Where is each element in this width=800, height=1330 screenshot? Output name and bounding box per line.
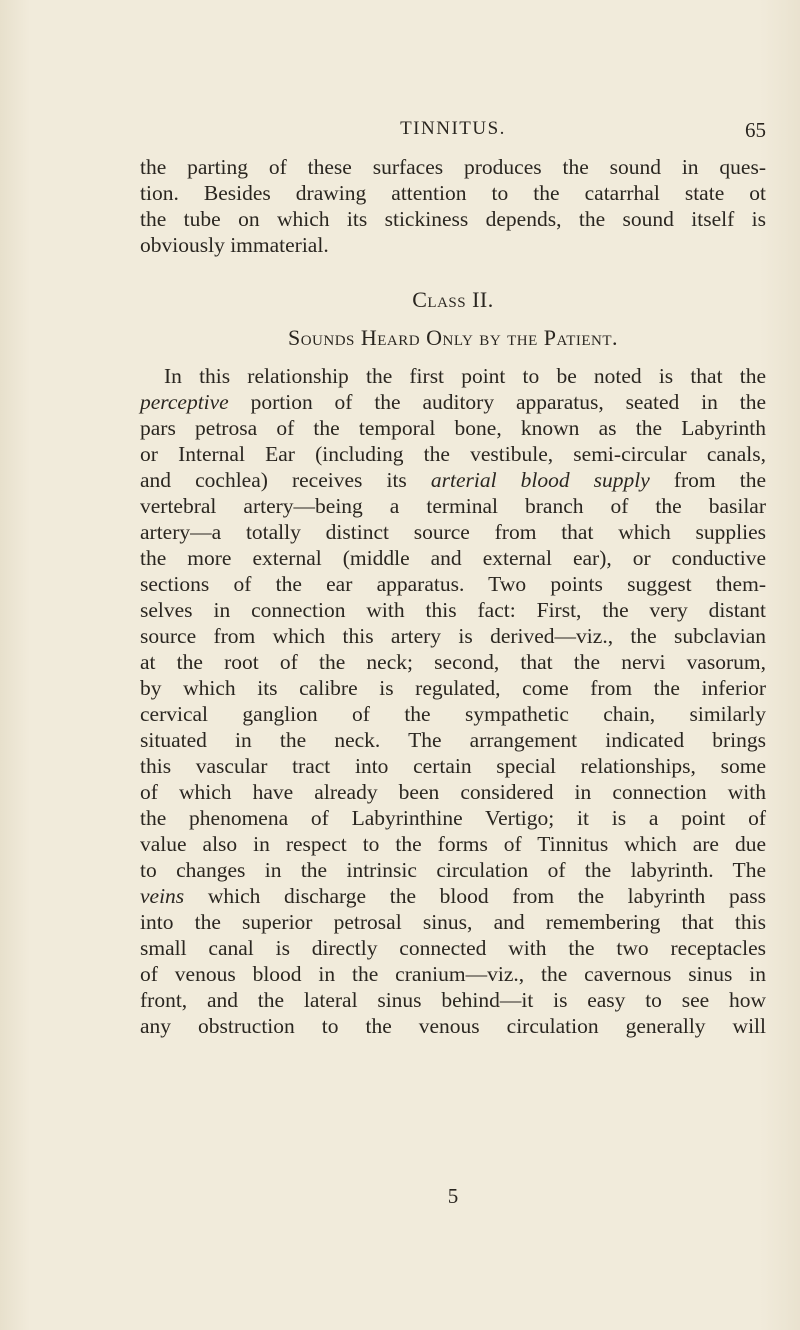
text-line: vertebral artery—being a terminal branch of the basilar	[140, 494, 766, 518]
text-line: tion. Besides drawing attention to the catarrhal state ot	[140, 181, 766, 205]
class-heading: Class II.	[412, 287, 494, 312]
text-line: artery—a totally distinct source from that which supplies	[140, 520, 766, 544]
page-header	[140, 118, 766, 142]
text-line: of which have already been considered in connection with	[140, 780, 766, 804]
paragraph-continued	[140, 154, 766, 258]
text-line: obviously immaterial.	[140, 233, 329, 257]
running-title: TINNITUS.	[400, 118, 506, 139]
text-line: into the superior petrosal sinus, and remembering that this	[140, 910, 766, 934]
text-line: or Internal Ear (including the vestibule, semi-circular canals,	[140, 442, 766, 466]
text-line: this vascular tract into certain special relationships, some	[140, 754, 766, 778]
text-line: small canal is directly connected with the two receptacles	[140, 936, 766, 960]
text-line: front, and the lateral sinus behind—it is easy to see how	[140, 988, 766, 1012]
text-line: by which its calibre is regulated, come from the inferior	[140, 676, 766, 700]
text-line: the tube on which its stickiness depends, the sound itself is	[140, 207, 766, 231]
text-line: selves in connection with this fact: First, the very distant	[140, 598, 766, 622]
section-heading: Sounds Heard Only by the Patient.	[287, 325, 619, 350]
italic-term: perceptive	[140, 390, 229, 414]
text-line: of venous blood in the cranium—viz., the cavernous sinus in	[140, 962, 766, 986]
text-line: perceptive portion of the auditory apparatus, seated in the	[140, 390, 766, 414]
text-line: the more external (middle and external ear), or conductive	[140, 546, 766, 570]
signature-mark: 5	[447, 1184, 459, 1208]
text-line: In this relationship the first point to be noted is that the	[164, 364, 766, 388]
text-line: value also in respect to the forms of Tinnitus which are due	[140, 832, 766, 856]
text-line: pars petrosa of the temporal bone, known as the Labyrinth	[140, 416, 766, 440]
text-line: the parting of these surfaces produces the sound in ques-	[140, 155, 766, 179]
body-text	[140, 154, 766, 1039]
paragraph-main	[140, 363, 766, 1039]
text-line: to changes in the intrinsic circulation of the labyrinth. The	[140, 858, 766, 882]
text-line: source from which this artery is derived—viz., the subclavian	[140, 624, 766, 648]
page-number: 65	[745, 118, 766, 142]
text-line: situated in the neck. The arrangement indicated brings	[140, 728, 766, 752]
italic-term: arterial blood supply	[430, 468, 650, 492]
text-line: any obstruction to the venous circulation generally will	[140, 1014, 766, 1038]
text-line: cervical ganglion of the sympathetic chain, similarly	[140, 702, 766, 726]
text-line: sections of the ear apparatus. Two points suggest them-	[140, 572, 766, 596]
italic-term: veins	[140, 884, 185, 908]
text-line: the phenomena of Labyrinthine Vertigo; it is a point of	[140, 806, 766, 830]
text-line: and cochlea) receives its arterial blood supply from the	[140, 468, 766, 492]
text-line: at the root of the neck; second, that the nervi vasorum,	[140, 650, 766, 674]
text-line: veins which discharge the blood from the labyrinth pass	[140, 884, 766, 908]
